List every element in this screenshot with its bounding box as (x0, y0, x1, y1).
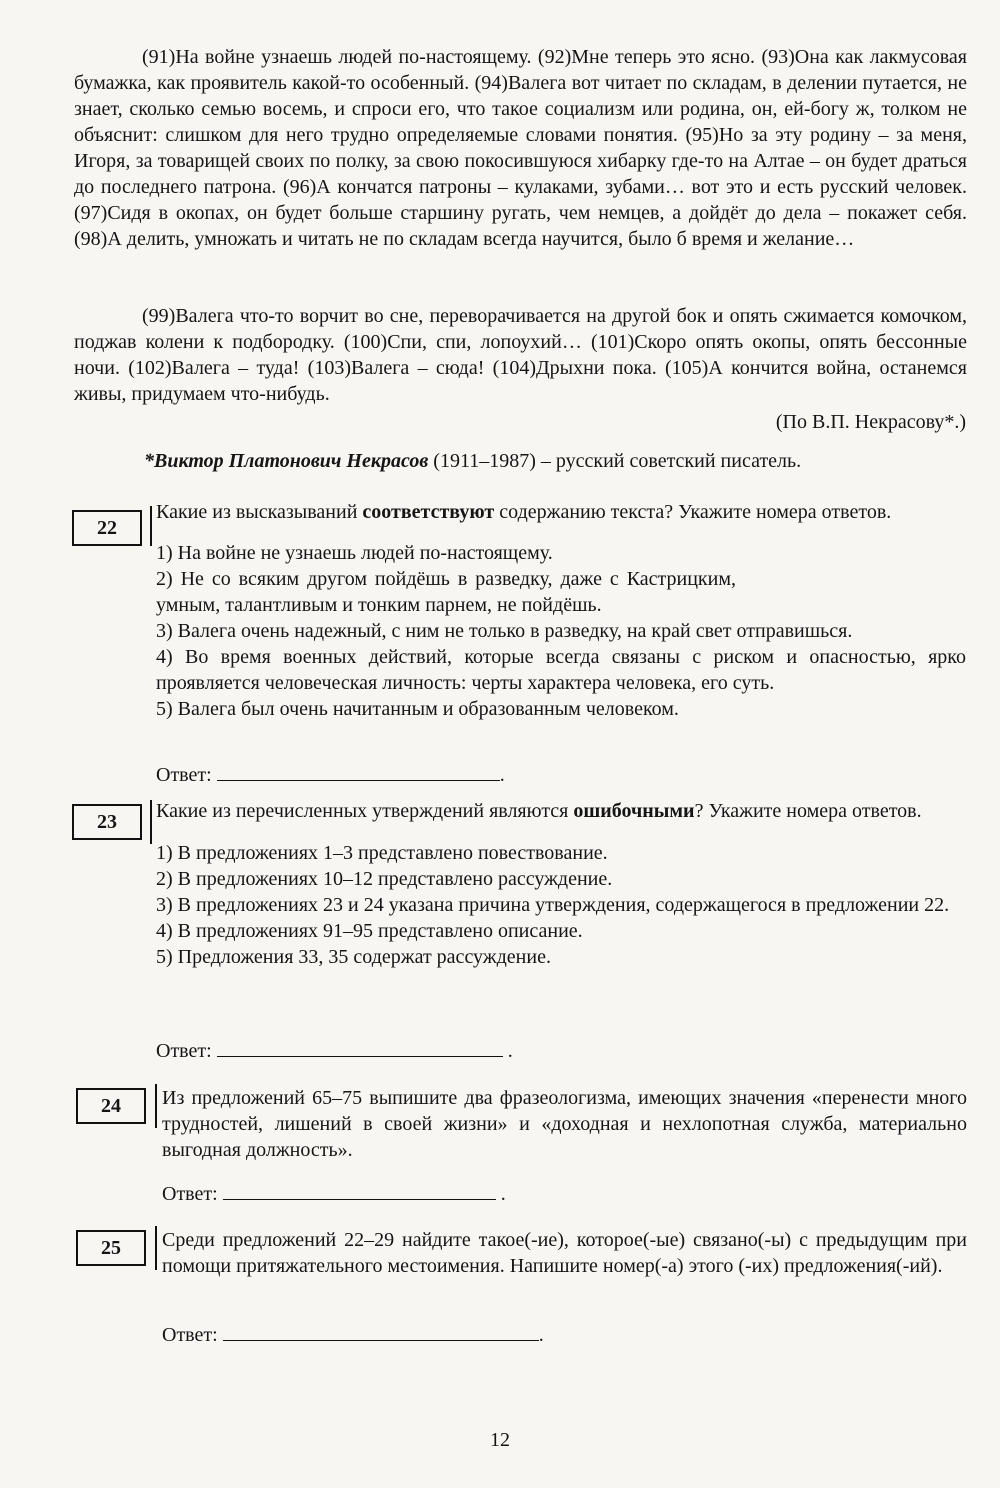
source-attribution: (По В.П. Некрасову*.) (775, 411, 966, 433)
text-paragraph-2 (74, 303, 967, 407)
task-23 (72, 802, 967, 1062)
answer-field[interactable] (217, 1038, 503, 1057)
task-number-box: 24 (76, 1088, 146, 1124)
answer-label: Ответ: (162, 1183, 218, 1205)
paragraph-text: (91)На войне узнаешь людей по-настоящему. (92)Мне теперь это ясно. (93)Она как лакмусовая бумажка, как проявитель какой-то особенный. (94)Валега вот читает по складам, в делении путается, не знает, сколько семью восемь, и спроси его, что такое социализм или родина, он, ей-богу ж, толком не объяснит: слишком для него трудно определяемые словами понятия. (95)Но за эту родину – за меня, Игоря, за товарищей своих по полку, за свою покосившуюся хибарку где-то на Алтае – он будет драться до последнего патрона. (96)А кончатся патроны – кулаками, зубами… вот это и есть русский человек. (97)Сидя в окопах, он будет больше старшину ругать, чем немцев, а дойдёт до дела – покажет себя. (98)А делить, умножать и читать не по складам всегда научится, было б время и желание… (74, 46, 967, 250)
author-footnote (144, 448, 944, 474)
task-question: Среди предложений 22–29 найдите такое(-ие), которое(-ые) связано(-ы) с предыдущим при помощи притяжательного местоимения. Напишите номер(-а) этого (-их) предложения(-ий). (162, 1229, 967, 1277)
option-item: 3) В предложениях 23 и 24 указана причина утверждения, содержащегося в предложении 22. (156, 894, 950, 916)
option-item: 2) В предложениях 10–12 представлено рассуждение. (156, 868, 613, 890)
task-question: Из предложений 65–75 выпишите два фразеологизма, имеющих значения «перенести много трудностей, лишений в своей жизни» и «доходная и нехлопотная служба, материально выгодная должность». (162, 1087, 967, 1161)
page-number: 12 (490, 1429, 510, 1451)
task-content (156, 798, 966, 970)
answer-row: Ответ: . (156, 1040, 513, 1062)
task-number-box: 25 (76, 1230, 146, 1266)
answer-row: Ответ: . (162, 1324, 544, 1346)
task-divider (155, 1084, 157, 1128)
option-item: 5) Валега был очень начитанным и образованным человеком. (156, 698, 679, 720)
paragraph-text: (99)Валега что-то ворчит во сне, переворачивается на другой бок и опять сжимается комочком, поджав колени к подбородку. (100)Спи, спи, лопоухий… (101)Скоро опять окопы, опять бессонные ночи. (102)Валега – туда! (103)Валега – сюда! (104)Дрыхни пока. (105)А кончится война, останемся живы, придумаем что-нибудь. (74, 305, 967, 405)
task-divider (150, 800, 152, 844)
answer-label: Ответ: (156, 1040, 212, 1062)
option-item: 5) Предложения 33, 35 содержат рассуждение. (156, 946, 551, 968)
question-keyword: ошибочными (573, 800, 695, 822)
task-divider (155, 1226, 157, 1270)
task-divider (150, 506, 152, 546)
task-number-box: 22 (72, 510, 142, 546)
option-item: 3) Валега очень надежный, с ним не только в разведку, на край свет отправишься. (156, 620, 853, 642)
answer-field[interactable] (217, 762, 500, 781)
option-item: 1) На войне не узнаешь людей по-настоящему. (156, 542, 553, 564)
question-keyword: соответствуют (362, 501, 495, 523)
author-description: (1911–1987) – русский советский писатель. (428, 450, 802, 472)
option-item: 4) Во время военных действий, которые всегда связаны с риском и опасностью, ярко проявляется человеческая личность: черты характера человека, его суть. (156, 646, 966, 694)
answer-row: Ответ: . (162, 1183, 506, 1205)
task-number-box: 23 (72, 804, 142, 840)
answer-field[interactable] (223, 1322, 539, 1341)
task-content (162, 1085, 967, 1163)
task-content (162, 1227, 967, 1279)
task-content (156, 499, 966, 722)
task-22 (72, 501, 967, 796)
option-item: 4) В предложениях 91–95 представлено описание. (156, 920, 583, 942)
answer-field[interactable] (223, 1181, 496, 1200)
option-item: 2) Не со всяким другом пойдёшь в разведку, даже с Кастрицким, умным, талантливым и тонким парнем, не пойдёшь. (156, 568, 736, 616)
answer-options (156, 540, 966, 722)
answer-label: Ответ: (156, 764, 212, 786)
option-item: 1) В предложениях 1–3 представлено повествование. (156, 842, 608, 864)
task-24 (72, 1086, 967, 1216)
author-name: *Виктор Платонович Некрасов (144, 450, 429, 472)
text-paragraph-1 (74, 44, 967, 252)
task-25 (72, 1228, 967, 1358)
answer-row: Ответ: . (156, 764, 505, 786)
task-question: Какие из перечисленных утверждений являются ошибочными? Укажите номера ответов. (156, 800, 922, 822)
answer-options (156, 840, 966, 970)
task-question: Какие из высказываний соответствуют содержанию текста? Укажите номера ответов. (156, 501, 892, 523)
answer-label: Ответ: (162, 1324, 218, 1346)
